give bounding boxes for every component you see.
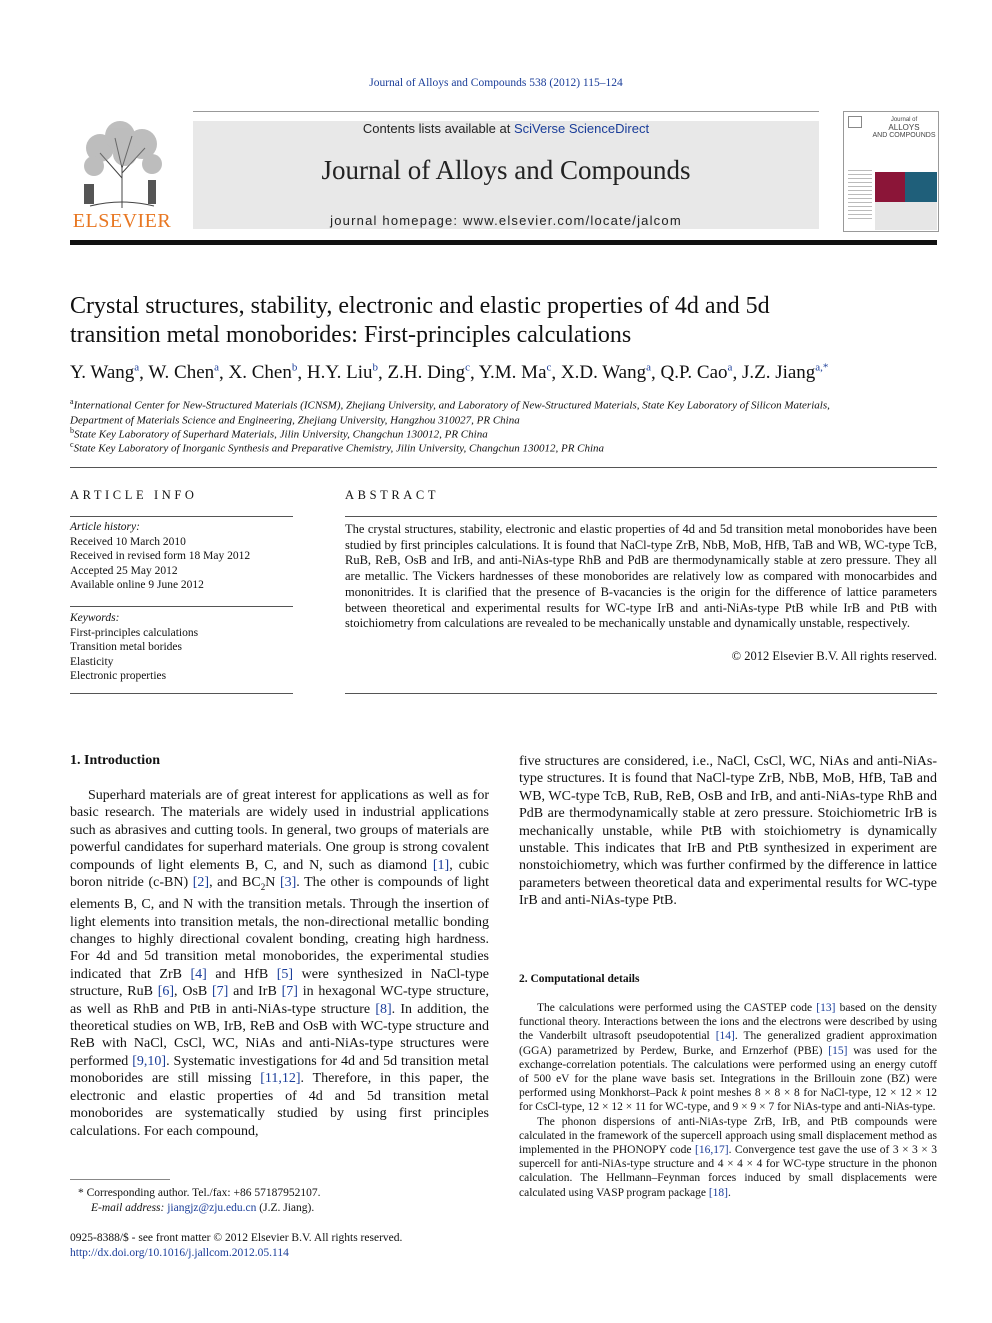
bottom-info — [70, 1231, 570, 1260]
masthead-rule — [70, 240, 937, 245]
citation-link[interactable]: [3] — [279, 875, 297, 891]
corresponding-author: Corresponding author. Tel./fax: +86 57187952107. — [83, 1187, 321, 1199]
author[interactable]: Z.H. Ding$^c$ — [387, 362, 470, 384]
article-title — [70, 292, 930, 350]
footnote — [78, 1186, 498, 1215]
section-heading-intro: 1. Introduction — [70, 753, 160, 768]
author[interactable]: Y. Wang$^a$ — [70, 362, 140, 384]
citation-link[interactable]: [1] — [432, 857, 450, 873]
citation-link[interactable]: [7] — [212, 984, 229, 1000]
contents-line — [193, 121, 819, 136]
email-label: E-mail address: — [91, 1201, 168, 1214]
author[interactable]: Q.P. Cao$^a$ — [660, 362, 733, 384]
citation-link[interactable]: [6] — [157, 984, 175, 1000]
affiliation-a: $^a$International Center for New-Structured Materials (ICNSM), Zhejiang University, and Laboratory of New-Structured Materials, State Key Laboratory of Silicon Materials, — [70, 397, 830, 412]
history-label: Article history: — [70, 521, 140, 533]
citation-link[interactable]: [11,12] — [260, 1071, 301, 1087]
article-title-line-1: Crystal structures, stability, electronic and elastic properties of 4d and 5d — [70, 293, 770, 319]
keywords-rule — [70, 606, 293, 607]
author[interactable]: J.Z. Jiang$^{a,*}$ — [741, 362, 829, 384]
issn-line: 0925-8388/$ - see front matter © 2012 Elsevier B.V. All rights reserved. — [70, 1232, 403, 1244]
masthead-top-rule — [193, 111, 819, 112]
article-info-rule — [70, 516, 293, 517]
author[interactable]: Y.M. Ma$^c$ — [478, 362, 552, 384]
cover-elsevier-icon — [848, 116, 862, 128]
contents-prefix: Contents lists available at — [362, 121, 514, 136]
computational-text: The calculations were performed using the CASTEP code [13] based on the density functional theory. Interactions between the ions and the electrons were described by using the Vanderbilt ultrasoft pseudopotential [14]. The generalized gradient approximation (GGA) parametrized by Perdew, Burke, and Ernzerhof (PBE) [15] was used for the exchange-correlation potentials. The calculations were performed using an energy cutoff of 500 eV for the plane wave basis set. Integrations in the Brillouin zone (BZ) were performed using Monkhorst–Pack k point meshes 8 × 8 × 8 for NaCl-type, 12 × 12 × 12 for CsCl-type, 12 × 12 × 11 for WC-type, and 9 × 9 × 7 for NiAs-type and anti-NiAs-type. The phonon dispersions of anti-NiAs-type ZrB, IrB, and PtB compounds were calculated in the framework of the supercell approach using small displacement method as implemented in the PHONOPY code [16,17]. Convergence test gave the use of 3 × 3 × 3 supercell for anti-NiAs-type structure and 4 × 4 × 4 for WC-type structure in the phonon calculation. The Hellmann–Feynman forces induced by small displacements were calculated using VASP program package [18]. — [519, 1002, 938, 1199]
author[interactable]: H.Y. Liu$^b$ — [306, 362, 378, 384]
journal-title: Journal of Alloys and Compounds — [321, 155, 691, 185]
footnote-star: * — [78, 1187, 84, 1199]
citation-link[interactable]: [7] — [281, 984, 298, 1000]
abstract-heading: ABSTRACT — [345, 488, 440, 502]
email-link[interactable]: jiangjz@zju.edu.cn — [167, 1201, 257, 1214]
keywords — [70, 611, 300, 684]
affiliation-b: $^b$State Key Laboratory of Superhard Materials, Jilin University, Changchun 130012, PR China — [70, 426, 488, 441]
author[interactable]: X.D. Wang$^a$ — [560, 362, 651, 384]
cover-gray-block — [875, 202, 937, 230]
citation-link[interactable]: [4] — [190, 966, 207, 982]
article-info-heading: ARTICLE INFO — [70, 488, 198, 502]
author-list: Y. Wang$^a$, W. Chen$^a$, X. Chen$^b$, H.Y. Liu$^b$, Z.H. Ding$^c$, Y.M. Ma$^c$, X.D. Wang$^a$, Q.P. Cao$^a$, J.Z. Jiang$^{a,*}$ — [70, 362, 829, 384]
header-divider — [70, 467, 937, 468]
sciencedirect-link[interactable]: SciVerse ScienceDirect — [513, 121, 650, 136]
running-header[interactable]: Journal of Alloys and Compounds 538 (2012) 115–124 — [369, 77, 623, 89]
citation-link[interactable]: [9,10] — [132, 1053, 167, 1069]
citation-link[interactable]: [14] — [715, 1030, 735, 1043]
cover-line-1: Journal of — [890, 117, 918, 123]
author[interactable]: X. Chen$^b$ — [228, 362, 298, 384]
cover-line-3: AND COMPOUNDS — [872, 132, 936, 139]
article-title-line-2: transition metal monoborides: First-principles calculations — [70, 322, 632, 348]
citation-link[interactable]: [2] — [192, 875, 210, 891]
history-item: Accepted 25 May 2012 — [70, 564, 178, 577]
citation-link[interactable]: [13] — [816, 1002, 836, 1014]
publisher-name: ELSEVIER — [72, 210, 172, 232]
cover-teal-block — [905, 172, 937, 202]
keyword: Elasticity — [70, 655, 114, 668]
cover-red-block — [875, 172, 905, 202]
section-heading-computational: 2. Computational details — [519, 973, 640, 985]
keyword: First-principles calculations — [70, 626, 199, 639]
citation-link[interactable]: [5] — [276, 966, 294, 982]
intro-paragraph: Superhard materials are of great interest for applications as well as for basic research. The materials are widely used in industrial applications such as abrasives and cutting tools. In general, two groups of materials are powerful candidates for superhard materials. One group is strong covalent compounds of light elements B, C, and N, such as diamond [1], cubic boron nitride (c-BN) [2], and $BC_2N$ [3]. The other is compounds of light elements B, C, and N with the transition metals. Through the insertion of light elements into transition metals, the non-directional metallic bonding changes to highly directional covalent bonding, creating high hardness. For 4d and 5d transition metal monoborides, the experimental studies indicated that ZrB [4] and HfB [5] were synthesized in NaCl-type structure, RuB [6], OsB [7] and IrB [7] in hexagonal WC-type structure, as well as RhB and PtB in anti-NiAs-type structure [8]. In addition, the theoretical studies on WB, IrB, ReB and OsB with WC-type structure and ReB with NaCl, CsCl, WC, NiAs and anti-NiAs-type structures were performed [9,10]. Systematic investigations for 4d and 5d transition metal monoborides are still missing [11,12]. Therefore, in this paper, the electronic and elastic properties of 4d and 5d transition metal monoborides are systematically studied by using first principles calculations. For each compound, — [70, 788, 489, 1139]
history-item: Received 10 March 2010 — [70, 535, 186, 548]
history-item: Received in revised form 18 May 2012 — [70, 550, 251, 562]
author[interactable]: W. Chen$^a$ — [148, 362, 220, 384]
history-item: Available online 9 June 2012 — [70, 579, 204, 591]
cover-line-2: ALLOYS — [888, 123, 920, 132]
copyright: © 2012 Elsevier B.V. All rights reserved. — [731, 649, 937, 663]
citation-link[interactable]: [16,17] — [695, 1144, 729, 1157]
cover-title — [872, 116, 936, 140]
keyword: Electronic properties — [70, 670, 167, 682]
intro-paragraph-cont: five structures are considered, i.e., NaCl, CsCl, WC, NiAs and anti-NiAs-type structures. It is found that NaCl-type ZrB, NbB, MoB, HfB, TaB and WB, WC-type TcB, RuB, ReB, OsB and IrB, and anti-NiAs-type RhB and PdB are thermodynamically stable at zero pressure. Stoichiometric IrB is mechanically unstable, while PtB with stoichiometry is dynamically unstable. This indicates that IrB and PtB synthesized in experiment are nonstoichiometry, which was further confirmed by the difference in lattice parameters between theoretical data and experimental results for WC-type IrB and anti-NiAs-type PtB. — [519, 754, 937, 909]
citation-link[interactable]: [8] — [375, 1001, 392, 1017]
footnote-rule — [70, 1179, 170, 1180]
article-history — [70, 520, 300, 593]
abstract-text: The crystal structures, stability, electronic and elastic properties of 4d and 5d transition metal monoborides have been studied by first principles calculations. It is found that NaCl-type ZrB, NbB, MoB, HfB, TaB and WB, WC-type TcB, RuB, ReB, OsB and IrB, and anti-NiAs-type RhB and PdB are thermodynamically stable at zero pressure. They all are metallic. The Vickers hardnesses of these monoborides are relatively low as compared with monocarbides and mononitrides. It is clarified that the presence of B-vacancies is the origin for the difference of lattice parameters between theoretical and experimental results for WC-type IrB and anti-NiAs-type PtB while IrB and PtB with stoichiometry from calculations are revealed to be mechanically unstable and dynamically unstable, respectively. — [345, 522, 937, 631]
email-owner: (J.Z. Jiang). — [256, 1201, 315, 1214]
doi-link[interactable]: http://dx.doi.org/10.1016/j.jallcom.2012.05.114 — [70, 1246, 289, 1259]
affiliation-c: $^c$State Key Laboratory of Inorganic Synthesis and Preparative Chemistry, Jilin University, Changchun 130012, PR China — [70, 440, 605, 455]
elsevier-logo — [70, 118, 174, 236]
abstract-rule — [345, 516, 937, 517]
citation-link[interactable]: [18] — [708, 1186, 728, 1199]
citation-link[interactable]: [15] — [828, 1044, 848, 1057]
keyword: Transition metal borides — [70, 641, 183, 653]
keywords-label: Keywords: — [70, 612, 120, 624]
cover-text-lines — [848, 170, 872, 220]
journal-cover[interactable] — [843, 111, 939, 232]
abstract-bottom-rule — [345, 693, 937, 694]
affiliation-a-cont: Department of Materials Science and Engineering, Zhejiang University, Hangzhou 310027, PR China — [70, 414, 520, 427]
journal-homepage[interactable]: journal homepage: www.elsevier.com/locate/jalcom — [330, 213, 682, 228]
article-info-bottom-rule — [70, 693, 293, 694]
tree-icon — [70, 118, 174, 212]
